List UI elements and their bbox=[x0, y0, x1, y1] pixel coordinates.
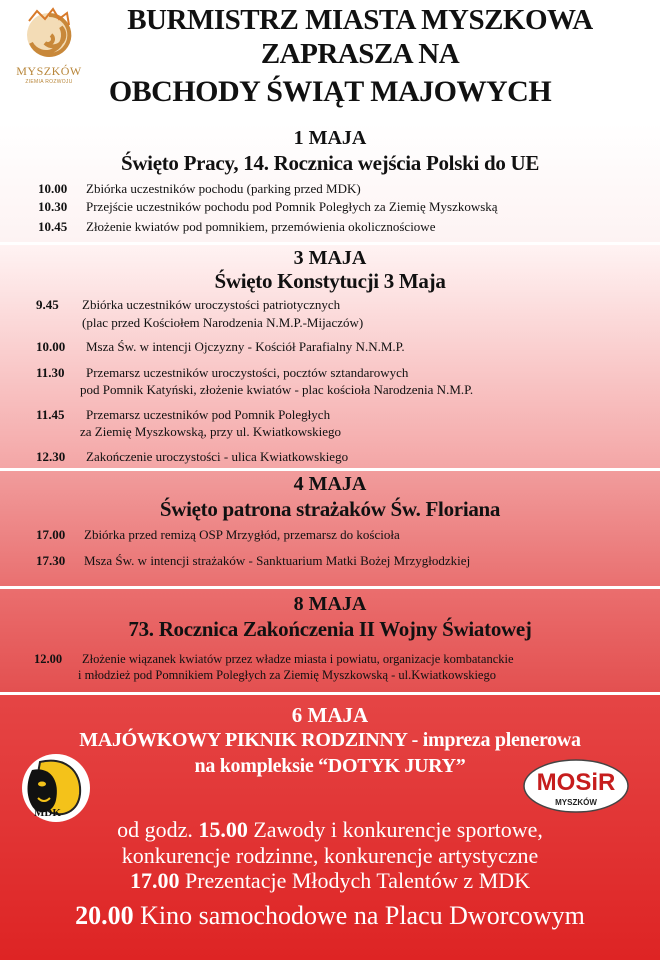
mdk-label: MDK bbox=[34, 807, 61, 819]
poster-header bbox=[0, 0, 660, 122]
row-text: Msza Św. w intencji strażaków - Sanktuarium Matki Bożej Mrzygłodzkiej bbox=[84, 553, 471, 568]
row-text-line-2: i młodzież pod Pomnikiem Poległych za Ziemię Myszkowską - ul.Kwiatkowskiego bbox=[78, 668, 496, 682]
section-date: 4 MAJA bbox=[293, 473, 367, 495]
header-line-2: ZAPRASZA NA bbox=[260, 38, 460, 70]
section-4-maja bbox=[0, 468, 660, 586]
section-picnic bbox=[0, 692, 660, 960]
row-time: 10.00 bbox=[38, 181, 68, 196]
mosir-label: MOSiR bbox=[536, 769, 616, 796]
picnic-line-3 bbox=[0, 868, 660, 894]
picnic-line-3-time: 17.00 bbox=[129, 868, 180, 893]
section-1-maja bbox=[0, 120, 660, 242]
row-text-line-2: pod Pomnik Katyński, złożenie kwiatów - plac kościoła Narodzenia N.M.P. bbox=[80, 382, 474, 397]
row-time: 11.30 bbox=[36, 365, 65, 380]
row-text: Złożenie kwiatów pod pomnikiem, przemówienia okolicznościowe bbox=[86, 219, 436, 234]
row-time: 10.30 bbox=[38, 199, 68, 214]
section-title: Święto Konstytucji 3 Maja bbox=[214, 269, 446, 293]
logo-subtitle: ZIEMIA ROZWOJU bbox=[25, 79, 73, 85]
row-text: Zbiórka uczestników pochodu (parking przed MDK) bbox=[86, 181, 361, 196]
mosir-badge-icon bbox=[522, 758, 630, 814]
section-3-maja bbox=[0, 242, 660, 468]
section-date: 1 MAJA bbox=[293, 127, 367, 149]
row-time: 17.00 bbox=[36, 527, 66, 542]
section-8-maja bbox=[0, 586, 660, 692]
row-text: Zakończenie uroczystości - ulica Kwiatkowskiego bbox=[86, 449, 349, 464]
picnic-line-1 bbox=[0, 817, 660, 843]
row-text: Złożenie wiązanek kwiatów przez władze miasta i powiatu, organizacje kombatanckie bbox=[82, 652, 514, 666]
picnic-line-3-text: Prezentacje Młodych Talentów z MDK bbox=[184, 868, 531, 893]
mdk-logo bbox=[20, 752, 92, 824]
picnic-line-1-prefix: od godz. bbox=[117, 817, 193, 842]
picnic-subtitle: na kompleksie “DOTYK JURY” bbox=[194, 755, 466, 777]
spiral-logo-icon bbox=[8, 6, 90, 64]
myszkow-logo bbox=[8, 6, 90, 86]
picnic-date: 6 MAJA bbox=[291, 703, 369, 727]
row-text-line-2: (plac przed Kościołem Narodzenia N.M.P.-Mijaczów) bbox=[82, 315, 364, 330]
row-time: 10.00 bbox=[36, 339, 66, 354]
row-time: 10.45 bbox=[38, 219, 68, 234]
section-title: 73. Rocznica Zakończenia II Wojny Światowej bbox=[128, 617, 532, 641]
row-text: Przemarsz uczestników uroczystości, pocztów sztandarowych bbox=[86, 365, 409, 380]
section-title: Święto patrona strażaków Św. Floriana bbox=[159, 497, 501, 521]
row-text-line-2: za Ziemię Myszkowską, przy ul. Kwiatkowskiego bbox=[80, 424, 342, 439]
picnic-line-4-time: 20.00 bbox=[75, 901, 134, 930]
row-text: Zbiórka uczestników uroczystości patriotycznych bbox=[82, 297, 341, 312]
row-time: 11.45 bbox=[36, 407, 65, 422]
row-text: Zbiórka przed remizą OSP Mrzygłód, przemarsz do kościoła bbox=[84, 527, 400, 542]
mosir-logo bbox=[522, 758, 630, 814]
header-line-1: BURMISTRZ MIASTA MYSZKOWA bbox=[127, 4, 593, 36]
section-title: Święto Pracy, 14. Rocznica wejścia Polski do UE bbox=[120, 151, 540, 175]
row-text: Przemarsz uczestników pod Pomnik Poległych bbox=[86, 407, 331, 422]
section-date: 8 MAJA bbox=[293, 593, 367, 615]
section-date: 3 MAJA bbox=[293, 247, 367, 269]
picnic-title: MAJÓWKOWY PIKNIK RODZINNY - impreza plenerowa bbox=[79, 729, 581, 751]
picnic-line-1-text: Zawody i konkurencje sportowe, bbox=[253, 817, 543, 842]
mosir-sublabel: MYSZKÓW bbox=[555, 798, 597, 807]
header-line-3: OBCHODY ŚWIĄT MAJOWYCH bbox=[108, 75, 552, 108]
picnic-line-2: konkurencje rodzinne, konkurencje artystyczne bbox=[121, 843, 539, 868]
row-time: 9.45 bbox=[36, 297, 59, 312]
logo-name: MYSZKÓW bbox=[16, 64, 82, 78]
row-time: 17.30 bbox=[36, 553, 66, 568]
row-time: 12.30 bbox=[36, 449, 66, 464]
theatre-mask-icon bbox=[20, 752, 92, 824]
row-time: 12.00 bbox=[34, 652, 63, 666]
row-text: Msza Św. w intencji Ojczyzny - Kościół Parafialny N.N.M.P. bbox=[86, 339, 405, 354]
picnic-line-4-text: Kino samochodowe na Placu Dworcowym bbox=[140, 901, 585, 930]
picnic-line-4 bbox=[0, 901, 660, 931]
picnic-line-1-time: 15.00 bbox=[198, 817, 248, 842]
row-text: Przejście uczestników pochodu pod Pomnik Poległych za Ziemię Myszkowską bbox=[86, 199, 498, 214]
